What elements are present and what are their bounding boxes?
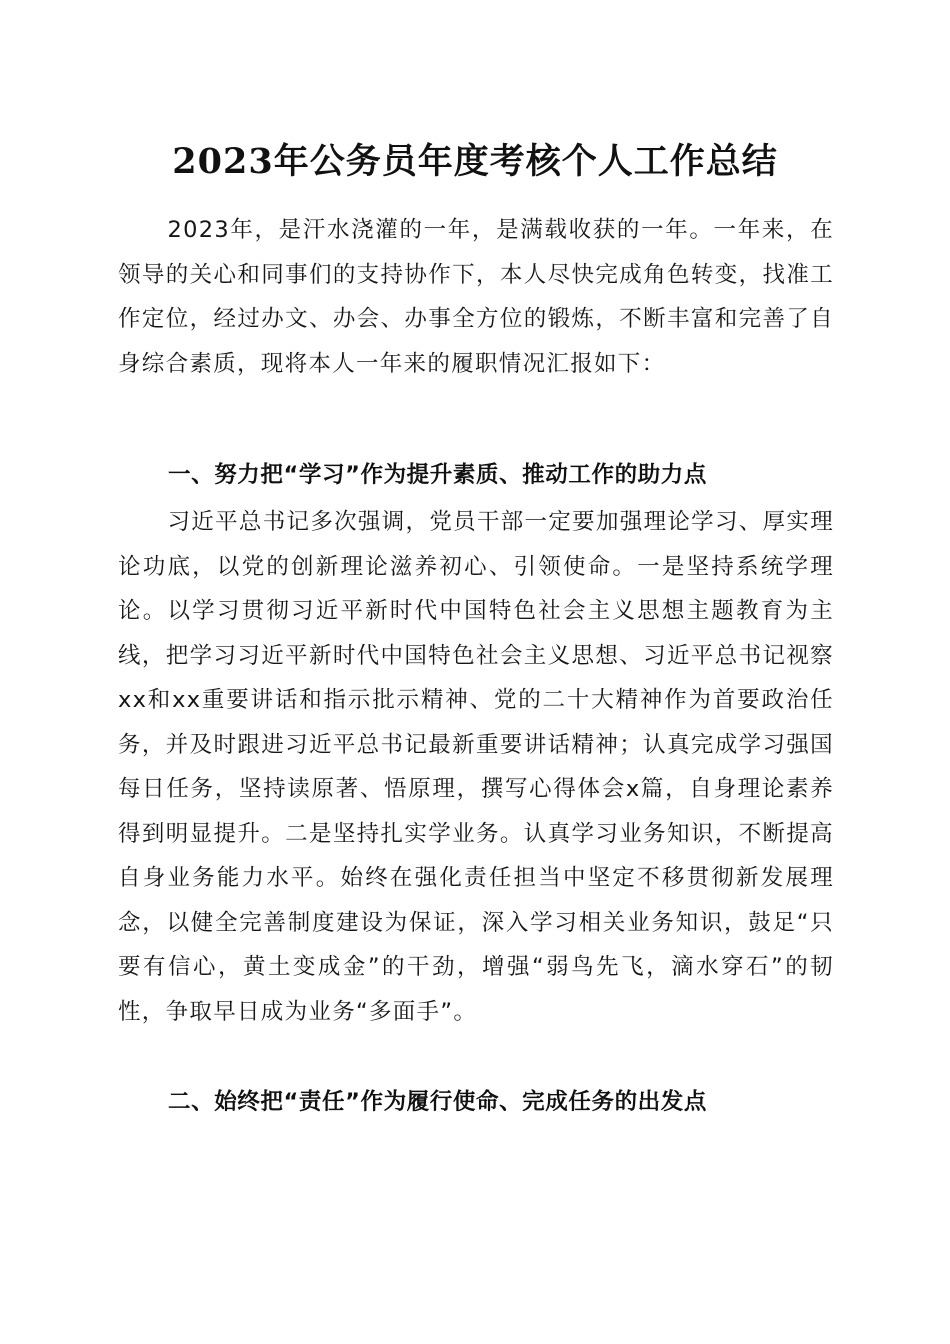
document-title: 2023年公务员年度考核个人工作总结 bbox=[172, 141, 778, 182]
section-heading-2: 二、始终把“责任”作为履行使命、完成任务的出发点 bbox=[168, 1089, 707, 1115]
intro-paragraph: 2023年，是汗水浇灌的一年，是满载收获的一年。一年来，在领导的关心和同事们的支持协作下，本人尽快完成角色转变，找准工作定位，经过办文、办会、办事全方位的锻炼，不断丰富和完善了自身综合素质，现将本人一年来的履职情况汇报如下： bbox=[118, 217, 834, 377]
section-heading-1: 一、努力把“学习”作为提升素质、推动工作的助力点 bbox=[168, 462, 707, 488]
section-paragraph-1: 习近平总书记多次强调，党员干部一定要加强理论学习、厚实理论功底，以党的创新理论滋养初心、引领使命。一是坚持系统学理论。以学习贯彻习近平新时代中国特色社会主义思想主题教育为主线，把学习习近平新时代中国特色社会主义思想、习近平总书记视察xx和xx重要讲话和指示批示精神、党的二十大精神作为首要政治任务，并及时跟进习近平总书记最新重要讲话精神；认真完成学习强国每日任务，坚持读原著、悟原理，撰写心得体会x篇，自身理论素养得到明显提升。二是坚持扎实学业务。认真学习业务知识，不断提高自身业务能力水平。始终在强化责任担当中坚定不移贯彻新发展理念，以健全完善制度建设为保证，深入学习相关业务知识，鼓足“只要有信心，黄土变成金”的干劲，增强“弱鸟先飞，滴水穿石”的韧性，争取早日成为业务“多面手”。 bbox=[118, 509, 834, 1025]
